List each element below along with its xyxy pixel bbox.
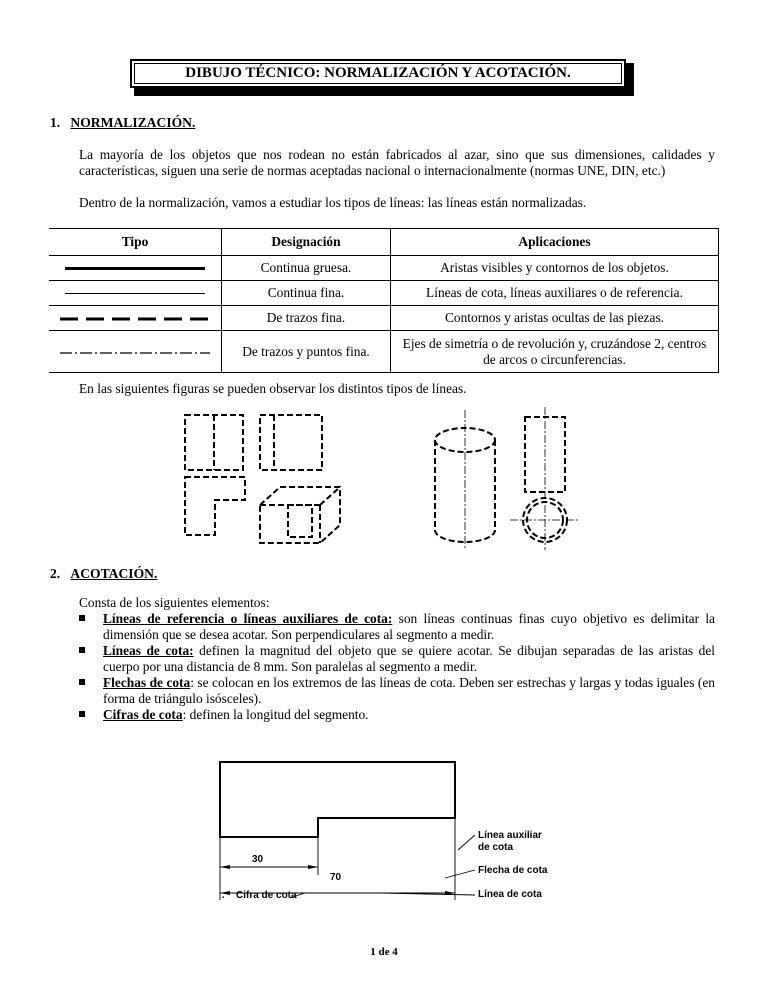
header-aplicaciones: Aplicaciones bbox=[391, 229, 719, 256]
line-sample-dash-dot bbox=[49, 331, 222, 373]
line-sample-dashed bbox=[49, 306, 222, 331]
title-box bbox=[130, 59, 626, 88]
section-1-paragraph: La mayoría de los objetos que nos rodean no están fabricados al azar, sino que sus dimensiones, calidades y características, siguen una serie de normas aceptadas nacional o internacionalmente (normas UNE, DIN, etc.) bbox=[79, 147, 715, 178]
list-item: Líneas de cota: definen la magnitud del objeto que se quiere acotar. Se dibujan separadas de las aristas del cuerpo por una distancia de 8 mm. Son paralelas al segmento a medir. bbox=[79, 643, 715, 675]
header-tipo: Tipo bbox=[49, 229, 222, 256]
aplicaciones-cell: Líneas de cota, líneas auxiliares o de referencia. bbox=[391, 281, 719, 306]
aplicaciones-cell: Ejes de simetría o de revolución y, cruzándose 2, centros de arcos o circunferencias. bbox=[391, 331, 719, 373]
aplicaciones-cell: Aristas visibles y contornos de los objetos. bbox=[391, 256, 719, 281]
section-1-paragraph-2: Dentro de la normalización, vamos a estudiar los tipos de líneas: las líneas están normalizadas. bbox=[79, 195, 587, 210]
table-row bbox=[49, 256, 719, 281]
figures-intro: En las siguientes figuras se pueden observar los distintos tipos de líneas. bbox=[79, 381, 467, 396]
dim-30-label: 30 bbox=[252, 854, 264, 865]
designacion-cell: Continua gruesa. bbox=[222, 256, 391, 281]
line-types-figures bbox=[170, 405, 610, 555]
designacion-cell: Continua fina. bbox=[222, 281, 391, 306]
list-item: Flechas de cota: se colocan en los extremos de las líneas de cota. Deben ser estrechas y largas y todas iguales (en forma de triángulo isósceles). bbox=[79, 675, 715, 707]
aplicaciones-cell: Contornos y aristas ocultas de las piezas. bbox=[391, 306, 719, 331]
line-sample-thin bbox=[49, 281, 222, 306]
list-item: Cifras de cota: definen la longitud del segmento. bbox=[79, 707, 715, 723]
line-sample-thick bbox=[49, 256, 222, 281]
table-row bbox=[49, 331, 719, 373]
label-dot: . bbox=[222, 890, 225, 901]
l-shape bbox=[185, 477, 245, 535]
elements-list bbox=[79, 611, 715, 723]
label-linea-de-cota: Línea de cota bbox=[478, 889, 542, 900]
section-2-intro: Consta de los siguientes elementos: bbox=[79, 595, 270, 610]
page-number: 1 de 4 bbox=[370, 946, 398, 958]
view-rect-2 bbox=[260, 415, 322, 470]
label-linea-auxiliar: Línea auxiliar bbox=[478, 830, 542, 841]
dim-70-label: 70 bbox=[330, 872, 342, 883]
table-row bbox=[49, 306, 719, 331]
part-profile bbox=[220, 762, 455, 837]
header-designacion: Designación bbox=[222, 229, 391, 256]
label-flecha-de-cota: Flecha de cota bbox=[478, 865, 548, 876]
label-de-cota: de cota bbox=[478, 842, 514, 853]
designacion-cell: De trazos fina. bbox=[222, 306, 391, 331]
list-item: Líneas de referencia o líneas auxiliares de cota: son líneas continuas finas cuyo objetivo es delimitar la dimensión que se desea acotar. Son perpendiculares al segmento a medir. bbox=[79, 611, 715, 643]
line-types-table bbox=[49, 228, 719, 373]
section-1-heading: 1. NORMALIZACIÓN. bbox=[50, 115, 196, 130]
section-2-heading: 2. ACOTACIÓN. bbox=[50, 566, 158, 581]
table-row bbox=[49, 281, 719, 306]
page-title: DIBUJO TÉCNICO: NORMALIZACIÓN Y ACOTACIÓN. bbox=[185, 65, 571, 81]
designacion-cell: De trazos y puntos fina. bbox=[222, 331, 391, 373]
label-cifra-de-cota: Cifra de cota bbox=[236, 890, 297, 901]
box-shape bbox=[260, 487, 340, 543]
